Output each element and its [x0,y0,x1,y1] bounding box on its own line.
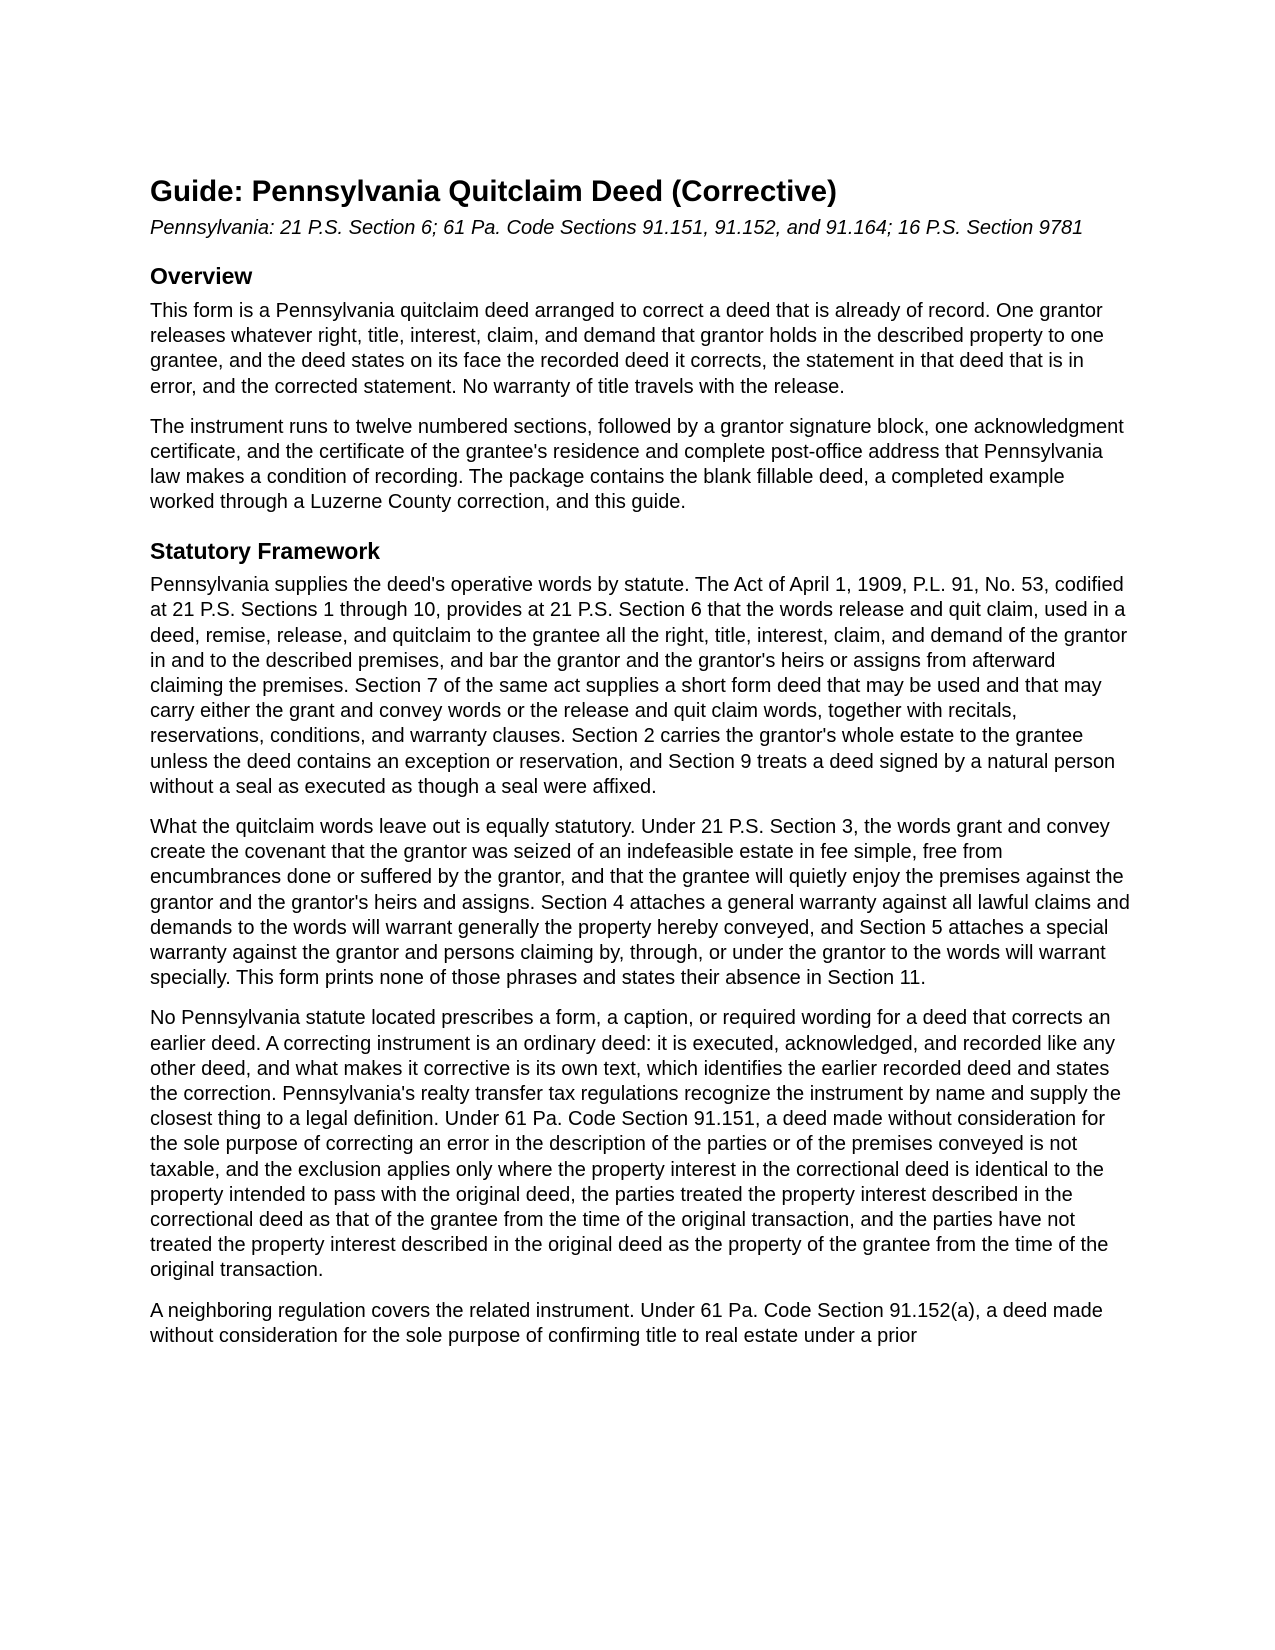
statutory-citation: Pennsylvania: 21 P.S. Section 6; 61 Pa. Code Sections 91.151, 91.152, and 91.164; 16 P.S. Section 9781 [150,217,1084,240]
overview-paragraph-1: This form is a Pennsylvania quitclaim deed arranged to correct a deed that is already of record. One grantor releases whatever right, title, interest, claim, and demand that grantor holds in the described property to one grantee, and the deed states on its face the recorded deed it corrects, the statement in that deed that is in error, and the corrected statement. No warranty of title travels with the release. [150,299,1104,398]
section-heading-overview: Overview [150,263,253,290]
framework-paragraph-3: No Pennsylvania statute located prescribes a form, a caption, or required wording for a deed that corrects an earlier deed. A correcting instrument is an ordinary deed: it is executed, acknowledged, and recorded like any other deed, and what makes it corrective is its own text, which identifies the earlier recorded deed and states the correction. Pennsylvania's realty transfer tax regulations recognize the instrument by name and supply the closest thing to a legal definition. Under 61 Pa. Code Section 91.151, a deed made without consideration for the sole purpose of correcting an error in the description of the parties or of the premises conveyed is not taxable, and the exclusion applies only where the property interest in the correctional deed is identical to the property intended to pass with the original deed, the parties treated the property interest described in the correctional deed as that of the grantee from the time of the original transaction, and the parties have not treated the property interest described in the original deed as the property of the grantee from the time of the original transaction. [150,1007,1122,1282]
overview-paragraph-2: The instrument runs to twelve numbered sections, followed by a grantor signature block, one acknowledgment certificate, and the certificate of the grantee's residence and complete post-office address that Pennsylvania law makes a condition of recording. The package contains the blank fillable deed, a completed example worked through a Luzerne County correction, and this guide. [150,415,1124,514]
document-title: Guide: Pennsylvania Quitclaim Deed (Corrective) [150,175,837,208]
section-overview [150,263,1130,515]
framework-paragraph-4: A neighboring regulation covers the related instrument. Under 61 Pa. Code Section 91.152(a), a deed made without consideration for the sole purpose of confirming title to real estate under a prior [150,1299,1103,1347]
section-statutory-framework [150,538,1130,1349]
document-page [150,174,1130,1349]
framework-paragraph-2: What the quitclaim words leave out is equally statutory. Under 21 P.S. Section 3, the words grant and convey create the covenant that the grantor was seized of an indefeasible estate in fee simple, free from encumbrances done or suffered by the grantor, and that the grantee will quietly enjoy the premises against the grantor and the grantor's heirs and assigns. Section 4 attaches a general warranty against all lawful claims and demands to the words will warrant generally the property hereby conveyed, and Section 5 attaches a special warranty against the grantor and persons claiming by, through, or under the grantor to the words will warrant specially. This form prints none of those phrases and states their absence in Section 11. [150,816,1130,990]
framework-paragraph-1: Pennsylvania supplies the deed's operative words by statute. The Act of April 1, 1909, P.L. 91, No. 53, codified at 21 P.S. Sections 1 through 10, provides at 21 P.S. Section 6 that the words release and quit claim, used in a deed, remise, release, and quitclaim to the grantee all the right, title, interest, claim, and demand of the grantor in and to the described premises, and bar the grantor and the grantor's heirs or assigns from afterward claiming the premises. Section 7 of the same act supplies a short form deed that may be used and that may carry either the grant and convey words or the release and quit claim words, together with recitals, reservations, conditions, and warranty clauses. Section 2 carries the grantor's whole estate to the grantee unless the deed contains an exception or reservation, and Section 9 treats a deed signed by a natural person without a seal as executed as though a seal were affixed. [150,574,1128,798]
section-heading-statutory-framework: Statutory Framework [150,537,381,564]
